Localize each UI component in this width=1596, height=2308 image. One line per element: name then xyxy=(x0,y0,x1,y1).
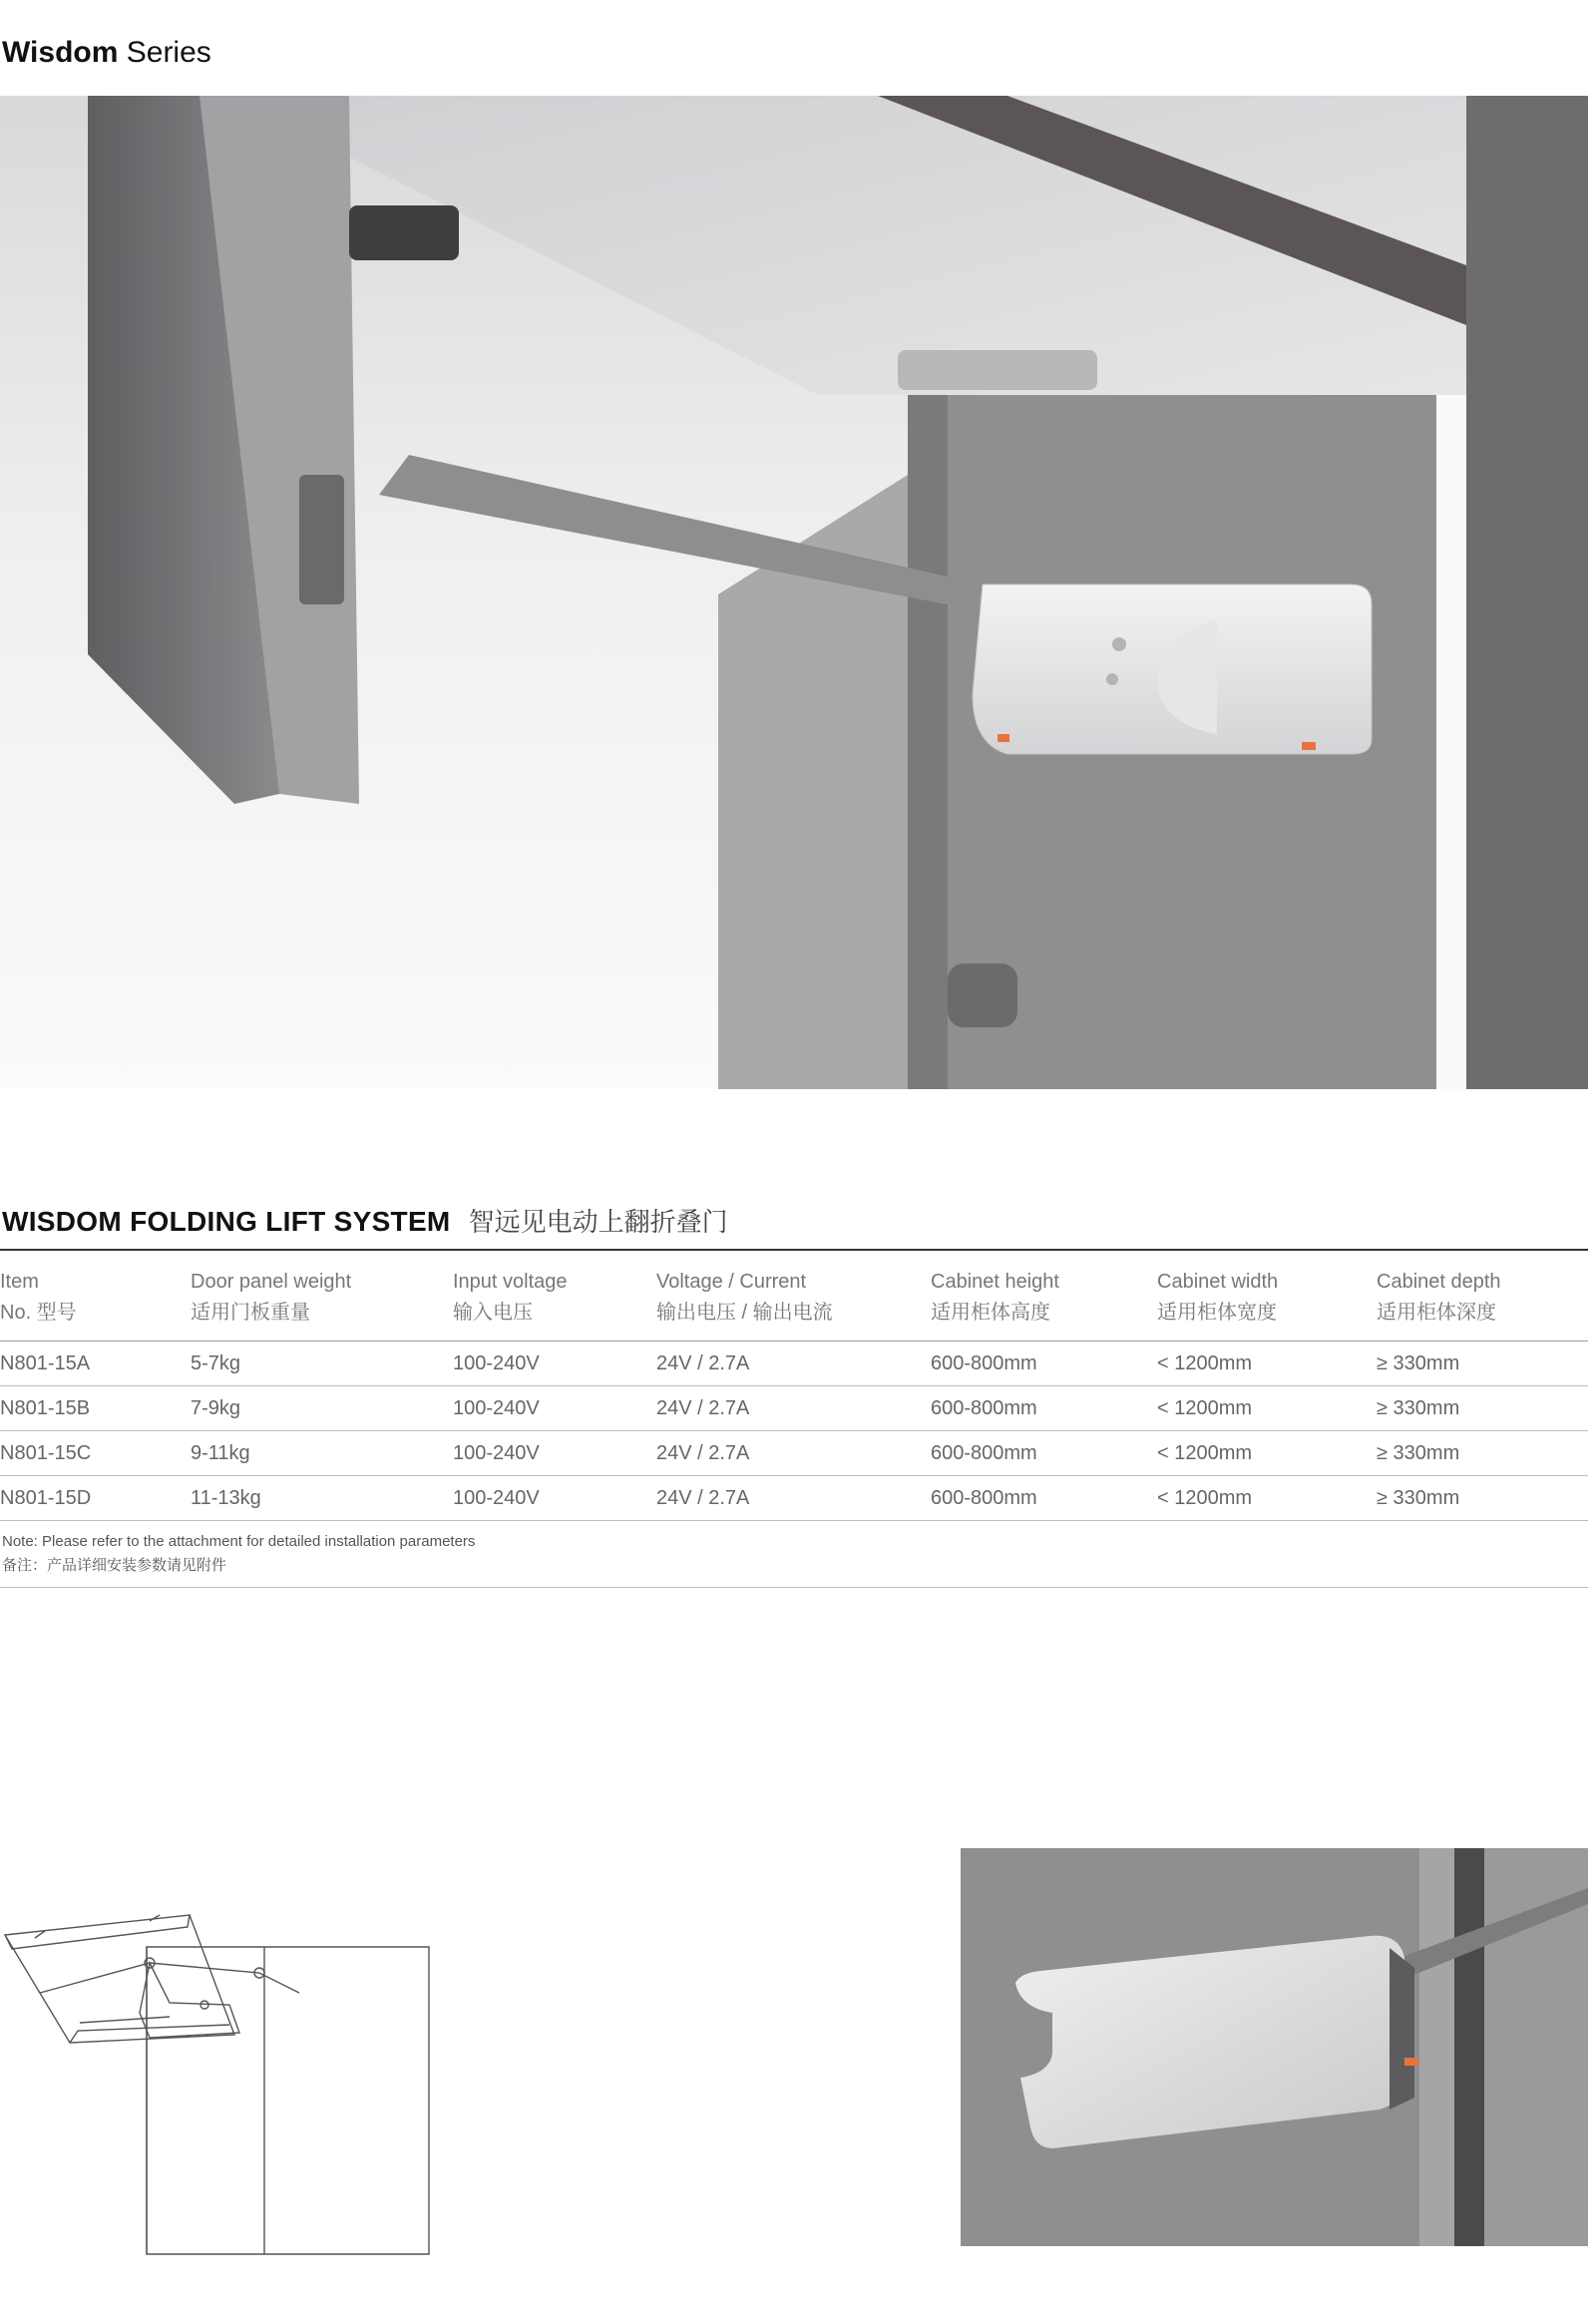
section-title-cn: 智远见电动上翻折叠门 xyxy=(468,1207,728,1237)
cell-input-voltage: 100-240V xyxy=(453,1342,656,1386)
cell-item: N801-15B xyxy=(0,1386,191,1431)
cell-weight: 7-9kg xyxy=(191,1386,453,1431)
cell-weight: 5-7kg xyxy=(191,1342,453,1386)
cell-height: 600-800mm xyxy=(931,1342,1157,1386)
series-title xyxy=(2,36,211,70)
cell-height: 600-800mm xyxy=(931,1476,1157,1521)
cell-height: 600-800mm xyxy=(931,1386,1157,1431)
installation-line-diagram xyxy=(0,1893,439,2262)
header-cabinet-height: Cabinet height 适用柜体高度 xyxy=(931,1250,1157,1342)
table-row xyxy=(0,1431,1588,1476)
table-header-row xyxy=(0,1250,1588,1342)
cell-weight: 9-11kg xyxy=(191,1431,453,1476)
cell-input-voltage: 100-240V xyxy=(453,1431,656,1476)
cell-width: < 1200mm xyxy=(1157,1476,1377,1521)
cell-depth: ≥ 330mm xyxy=(1377,1386,1588,1431)
header-door-weight: Door panel weight 适用门板重量 xyxy=(191,1250,453,1342)
cell-width: < 1200mm xyxy=(1157,1342,1377,1386)
header-item: Item No. 型号 xyxy=(0,1250,191,1342)
series-brand: Wisdom xyxy=(2,36,119,69)
cell-output: 24V / 2.7A xyxy=(656,1386,931,1431)
section-title-en: WISDOM FOLDING LIFT SYSTEM xyxy=(2,1206,451,1237)
table-row xyxy=(0,1476,1588,1521)
closeup-product-photo xyxy=(961,1848,1588,2246)
cell-item: N801-15A xyxy=(0,1342,191,1386)
hero-illustration xyxy=(0,96,1588,1089)
header-cabinet-width: Cabinet width 适用柜体宽度 xyxy=(1157,1250,1377,1342)
hero-product-photo xyxy=(0,96,1588,1089)
header-voltage-current: Voltage / Current 输出电压 / 输出电流 xyxy=(656,1250,931,1342)
divider xyxy=(0,1587,1588,1588)
cell-depth: ≥ 330mm xyxy=(1377,1342,1588,1386)
cell-height: 600-800mm xyxy=(931,1431,1157,1476)
header-cabinet-depth: Cabinet depth 适用柜体深度 xyxy=(1377,1250,1588,1342)
cell-width: < 1200mm xyxy=(1157,1386,1377,1431)
cell-input-voltage: 100-240V xyxy=(453,1386,656,1431)
note-en: Note: Please refer to the attachment for detailed installation parameters xyxy=(2,1533,476,1550)
cell-item: N801-15C xyxy=(0,1431,191,1476)
cell-weight: 11-13kg xyxy=(191,1476,453,1521)
section-title xyxy=(2,1202,728,1239)
table-row xyxy=(0,1342,1588,1386)
cell-width: < 1200mm xyxy=(1157,1431,1377,1476)
installation-note xyxy=(2,1530,475,1578)
header-input-voltage: Input voltage 输入电压 xyxy=(453,1250,656,1342)
cell-output: 24V / 2.7A xyxy=(656,1476,931,1521)
cell-depth: ≥ 330mm xyxy=(1377,1431,1588,1476)
cell-output: 24V / 2.7A xyxy=(656,1342,931,1386)
table-row xyxy=(0,1386,1588,1431)
series-label: Series xyxy=(126,36,211,69)
cell-item: N801-15D xyxy=(0,1476,191,1521)
cell-depth: ≥ 330mm xyxy=(1377,1476,1588,1521)
cell-input-voltage: 100-240V xyxy=(453,1476,656,1521)
cell-output: 24V / 2.7A xyxy=(656,1431,931,1476)
note-cn: 备注：产品详细安装参数请见附件 xyxy=(2,1557,227,1574)
spec-table xyxy=(0,1249,1588,1521)
